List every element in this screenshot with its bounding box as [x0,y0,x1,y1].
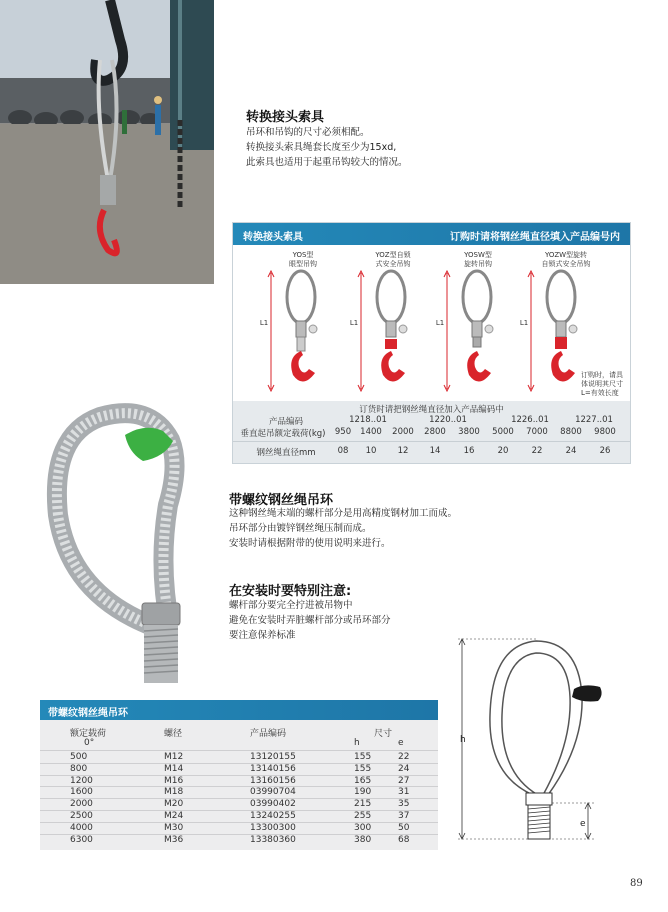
length-label: L1 [349,319,359,327]
table-header [233,223,630,245]
col-header-e: e [398,738,404,748]
table-cell: 27 [398,775,410,786]
col-header-load: 额定载荷 [70,729,107,739]
threaded-sling-photo [30,395,230,695]
row-divider [40,775,438,776]
text-line: 吊环和吊钩的尺寸必须相配。 [246,127,370,138]
table-cell: M12 [164,752,184,762]
table-cell: 155 [354,752,372,762]
text-line: 要注意保养标准 [229,630,296,641]
threaded-sling-table [40,700,438,850]
table-cell: M24 [164,811,184,821]
table-cell: 35 [398,799,410,810]
table-cell: 31 [398,787,410,798]
threaded-sling-drawing [448,635,628,845]
table-header [40,700,438,720]
text-line: 螺杆部分要完全拧进被吊物中 [229,600,353,611]
sling-yosw-drawing [444,271,493,391]
table-cell: 68 [398,834,410,845]
row-divider [40,822,438,823]
table-body [40,720,438,850]
table-cell: 215 [354,799,372,810]
table-cell: M18 [164,787,184,798]
table-cell: 500 [70,752,88,762]
page-number: 89 [630,878,643,889]
table-cell: M30 [164,822,184,833]
col-header-load-angle: 0° [84,738,95,748]
table-cell: M36 [164,834,184,845]
variant-label: YOZ型自锁 式安全吊钩 [375,251,411,268]
adapter-sling-drawings [233,269,630,399]
dimension-label-h: h [460,735,466,745]
sling-yozw-drawing [528,271,577,391]
row-divider [40,763,438,764]
table-cell: 4000 [70,822,93,833]
row-divider [40,810,438,811]
col-header-thread: 螺径 [164,729,183,739]
crane-hook-photo [0,0,214,284]
table-cell: 2500 [70,811,93,821]
row-divider [233,441,630,442]
table-cell: 24 [398,763,410,774]
table-cell: 165 [354,775,372,786]
table-cell: 255 [354,811,372,821]
table-cell: 13380360 [250,834,296,845]
table-cell: 190 [354,787,372,798]
sling-yos-drawing [268,271,317,391]
table-cell: 03990704 [250,787,296,798]
dimension-label-e: e [580,819,586,829]
variant-label: YOSW型 旋转吊钩 [464,251,492,268]
text-line: 转换接头索具绳套长度至少为15xd, [246,142,397,153]
table-cell: 50 [398,822,410,833]
table-cell: 13160156 [250,775,296,786]
table-cell: 1200 [70,775,93,786]
table-cell: 03990402 [250,799,296,810]
table-data-area: 订货时请把钢丝绳直径加入产品编码中 产品编码 1218..01 1220..01 1226..01 1227..01 垂直起吊额定载荷(kg) 950 1400 2000 2800 3800 5000 7000 8800 9800 钢丝绳直径mm 08 10 12 14 16 20 22 24 26 [233,401,630,463]
col-header-dimensions: 尺寸 [374,729,393,739]
table-cell: 155 [354,763,372,774]
length-label: L1 [259,319,269,327]
table-cell: 6300 [70,834,93,845]
section-description-adapter [246,125,626,170]
section-title-caution: 在安装时要特别注意: [229,584,352,599]
text-line: 避免在安装时弄脏螺杆部分或吊环部分 [229,615,391,626]
text-line: 这种钢丝绳末端的螺杆部分是用高精度钢材加工而成。 [229,508,458,519]
table-cell: 22 [398,752,410,762]
sling-yoz-drawing [358,271,407,391]
text-line: 吊环部分由镀锌钢丝绳压制而成。 [229,523,372,534]
table-header-title: 带螺纹钢丝绳吊环 [48,708,128,719]
table-cell: 37 [398,811,410,821]
section-description-threaded [229,506,629,551]
table-cell: M20 [164,799,184,810]
adapter-sling-table [232,222,631,464]
table-cell: M16 [164,775,184,786]
section-title-threaded: 带螺纹钢丝绳吊环 [229,493,334,508]
table-cell: 300 [354,822,372,833]
length-label: L1 [519,319,529,327]
table-cell: 13120155 [250,752,296,762]
table-cell: 13240255 [250,811,296,821]
text-line: 安装时请根据附带的使用说明来进行。 [229,538,391,549]
variant-label: YOZW型旋转 自锁式安全吊钩 [541,251,591,268]
col-header-code: 产品编码 [250,729,287,739]
col-header-h: h [354,738,360,748]
row-divider [40,798,438,799]
table-header-note: 订购时请将钢丝绳直径填入产品编号内 [450,232,620,243]
table-cell: 800 [70,763,88,774]
table-cell: 1600 [70,787,93,798]
table-cell: 13300300 [250,822,296,833]
table-cell: M14 [164,763,184,774]
row-divider [40,750,438,751]
text-line: 此索具也适用于起重吊钩较大的情况。 [246,157,408,168]
table-cell: 13140156 [250,763,296,774]
section-title-adapter: 转换接头索具 [246,110,325,125]
table-cell: 2000 [70,799,93,810]
order-size-note: 订购时，请具 体说明其尺寸 L=有效长度 [581,371,623,397]
row-divider [40,786,438,787]
table-header-title: 转换接头索具 [243,232,303,243]
length-label: L1 [435,319,445,327]
table-cell: 380 [354,834,372,845]
variant-label: YOS型 眼型吊钩 [289,251,317,268]
row-divider [40,834,438,835]
